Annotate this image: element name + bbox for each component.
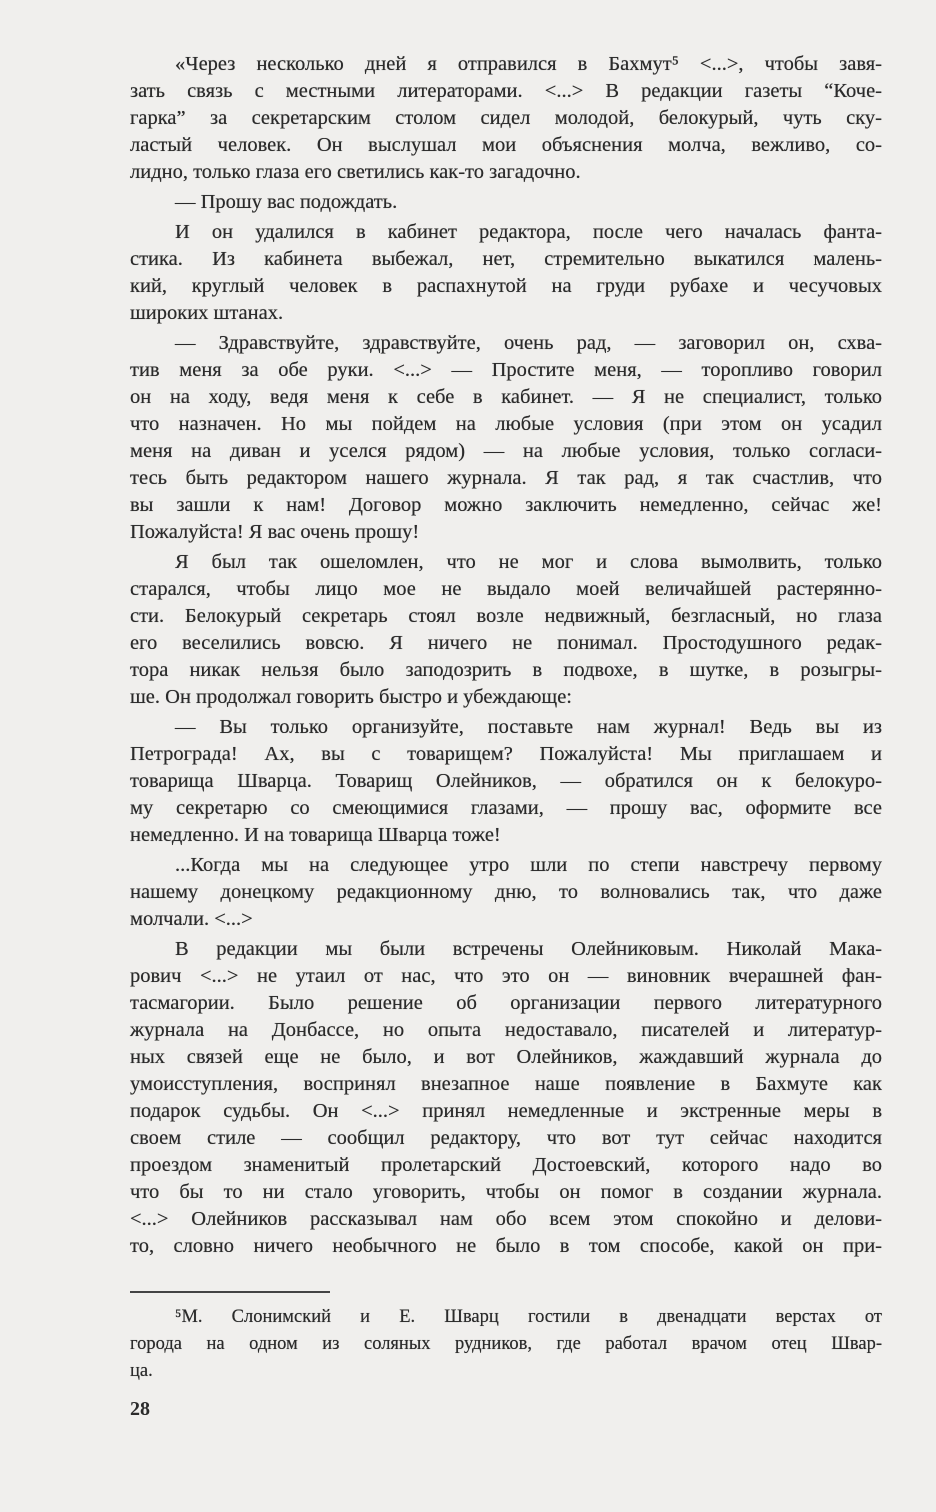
text-line: он на ходу, ведя меня к себе в кабинет. — Я не специалист, только	[130, 386, 882, 408]
text-line: стика. Из кабинета выбежал, нет, стремительно выкатился малень-	[130, 248, 882, 270]
text-line: В редакции мы были встречены Олейниковым. Николай Мака-	[175, 938, 882, 960]
text-line: — Прошу вас подождать.	[175, 191, 398, 213]
paragraph	[130, 936, 882, 1260]
text-line: сти. Белокурый секретарь стоял возле недвижный, безгласный, но глаза	[130, 605, 882, 627]
text-line: Я был так ошеломлен, что не мог и слова вымолвить, только	[175, 551, 882, 573]
text-line: гарка” за секретарским столом сидел молодой, белокурый, чуть ску-	[130, 107, 882, 129]
text-line: «Через несколько дней я отправился в Бахмут⁵ <...>, чтобы завя-	[175, 53, 882, 75]
text-line: вы зашли к нам! Договор можно заключить немедленно, сейчас же!	[130, 494, 882, 516]
paragraph	[130, 852, 882, 933]
footnote-line: города на одном из соляных рудников, где работал врачом отец Швар-	[130, 1334, 882, 1354]
text-line: что назначен. Но мы пойдем на любые условия (при этом он усадил	[130, 413, 882, 435]
text-line: товарища Шварца. Товарищ Олейников, — обратился он к белокуро-	[130, 770, 882, 792]
text-line: что бы то ни стало уговорить, чтобы он помог в создании журнала.	[130, 1181, 882, 1203]
text-line: ластый человек. Он выслушал мои объяснения молча, вежливо, со-	[130, 134, 882, 156]
text-line: лидно, только глаза его светились как-то загадочно.	[130, 161, 581, 183]
text-line: <...> Олейников рассказывал нам обо всем этом спокойно и делови-	[130, 1208, 882, 1230]
page-number: 28	[130, 1398, 150, 1420]
text-line: тора никак нельзя было заподозрить в подвохе, в шутке, в розыгры-	[130, 659, 882, 681]
footnote-line: ⁵М. Слонимский и Е. Шварц гостили в двенадцати верстах от	[175, 1307, 882, 1327]
paragraph	[130, 51, 882, 186]
text-line: умоисступления, воспринял внезапное наше появление в Бахмуте как	[130, 1073, 882, 1095]
text-line: тесь быть редактором нашего журнала. Я так рад, я так счастлив, что	[130, 467, 882, 489]
text-line: подарок судьбы. Он <...> принял немедленные и экстренные меры в	[130, 1100, 882, 1122]
text-line: нашему донецкому редакционному дню, то волновались так, что даже	[130, 881, 882, 903]
text-line: Петрограда! Ах, вы с товарищем? Пожалуйста! Мы приглашаем и	[130, 743, 882, 765]
paragraph	[130, 714, 882, 849]
text-line: И он удалился в кабинет редактора, после чего началась фанта-	[175, 221, 882, 243]
paragraph	[130, 549, 882, 711]
text-line: ...Когда мы на следующее утро шли по степи навстречу первому	[175, 854, 882, 876]
text-line: — Вы только организуйте, поставьте нам журнал! Ведь вы из	[175, 716, 882, 738]
text-line: журнала на Донбассе, но опыта недоставало, писателей и литератур-	[130, 1019, 882, 1041]
text-line: тив меня за обе руки. <...> — Простите меня, — торопливо говорил	[130, 359, 882, 381]
text-line: кий, круглый человек в распахнутой на груди рубахе и чесучовых	[130, 275, 882, 297]
paragraph	[130, 330, 882, 546]
paragraph	[130, 189, 882, 216]
text-line: проездом знаменитый пролетарский Достоевский, которого надо во	[130, 1154, 882, 1176]
footnote-rule	[130, 1291, 330, 1293]
text-line: молчали. <...>	[130, 908, 253, 930]
text-line: — Здравствуйте, здравствуйте, очень рад, — заговорил он, схва-	[175, 332, 882, 354]
footnote	[130, 1304, 882, 1385]
text-line: тасмагории. Было решение об организации первого литературного	[130, 992, 882, 1014]
text-line: зать связь с местными литераторами. <...> В редакции газеты “Коче-	[130, 80, 882, 102]
footnote-line: ца.	[130, 1361, 153, 1381]
paragraph	[130, 219, 882, 327]
text-line: немедленно. И на товарища Шварца тоже!	[130, 824, 501, 846]
main-text	[130, 51, 882, 1260]
text-line: старался, чтобы лицо мое не выдало моей величайшей растерянно-	[130, 578, 882, 600]
text-line: ных связей еще не было, и вот Олейников, жаждавший журнала до	[130, 1046, 882, 1068]
text-line: широких штанах.	[130, 302, 284, 324]
text-line: Пожалуйста! Я вас очень прошу!	[130, 521, 420, 543]
text-line: му секретарю со смеющимися глазами, — прошу вас, оформите все	[130, 797, 882, 819]
text-line: своем стиле — сообщил редактору, что вот тут сейчас находится	[130, 1127, 882, 1149]
text-line: меня на диван и уселся рядом) — на любые условия, только согласи-	[130, 440, 882, 462]
text-line: то, словно ничего необычного не было в том способе, какой он при-	[130, 1235, 882, 1257]
text-line: рович <...> не утаил от нас, что это он — виновник вчерашней фан-	[130, 965, 882, 987]
text-line: его веселились вовсю. Я ничего не понимал. Простодушного редак-	[130, 632, 882, 654]
text-line: ше. Он продолжал говорить быстро и убеждающе:	[130, 686, 573, 708]
